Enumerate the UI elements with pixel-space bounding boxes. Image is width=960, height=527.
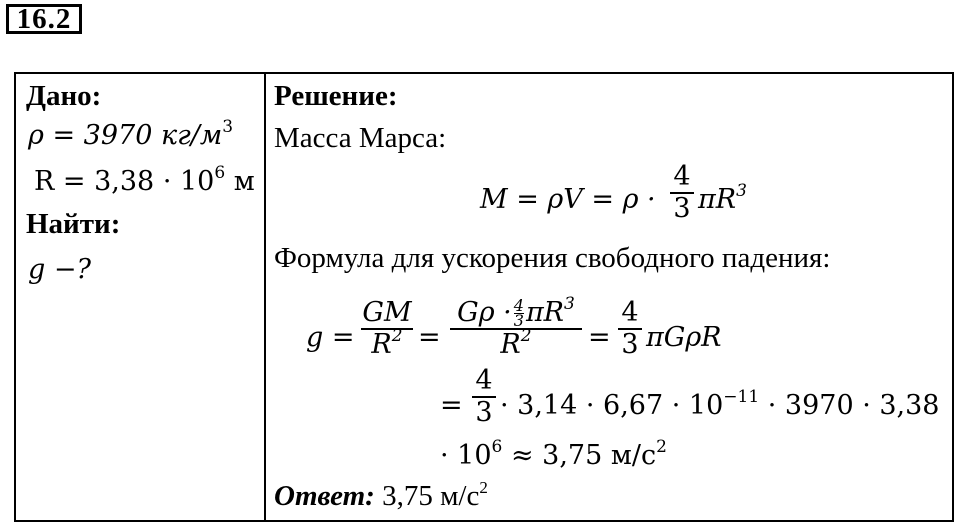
fraction-grho-num: $G\rho \cdot \frac{4}{3}\pi R^3$	[457, 294, 575, 330]
density-expr: ρ = 3970 кг/м	[28, 120, 223, 151]
find-unknown: g −?	[28, 254, 91, 285]
line2-eq: =	[440, 390, 463, 421]
radius-unit: м	[225, 166, 255, 197]
fraction-grho-den: $R^2$	[500, 326, 532, 360]
mass-pir: πR	[698, 184, 737, 215]
solution-heading: Решение:	[274, 80, 398, 112]
fraction-gm	[361, 298, 413, 360]
accel-text: Формула для ускорения свободного падения:	[274, 242, 831, 274]
find-heading: Найти:	[26, 208, 121, 240]
fraction-four-thirds: 4 3	[618, 298, 642, 360]
mass-frac-den: 3	[673, 193, 691, 224]
mass-formula-left: M = ρV = ρ ·	[480, 184, 656, 215]
column-divider	[264, 74, 266, 520]
mass-formula-right	[698, 181, 747, 216]
radius-expr: R = 3,38 · 10	[34, 166, 215, 197]
line2-fraction: 4 3	[472, 366, 496, 428]
problem-number: 16.2	[6, 4, 82, 34]
mass-fraction	[670, 162, 694, 224]
fraction-gm-den: $R^2$	[371, 326, 403, 360]
equals-1: =	[418, 322, 441, 353]
fraction-gm-num: GM	[362, 297, 412, 328]
answer-line	[274, 480, 488, 512]
result-expr: πGρR	[646, 322, 722, 353]
solution-table	[14, 72, 954, 522]
line3-expr: · $10^6 \approx 3,75$ $м/с^2$	[440, 437, 667, 471]
given-radius	[34, 163, 255, 198]
given-heading: Дано:	[26, 80, 102, 112]
fraction-grho	[450, 294, 582, 360]
line2-expr: · $3,14 \cdot 6,67 \cdot 10^{-11} \cdot 3970 \cdot 3,38$	[500, 387, 940, 421]
mass-frac-num: 4	[673, 161, 691, 192]
density-exponent: 3	[222, 117, 234, 137]
equals-2: =	[588, 322, 611, 353]
mass-exponent: 3	[736, 181, 747, 201]
answer-value: 3,75 м/с	[374, 480, 480, 512]
mass-text: Масса Марса:	[274, 122, 447, 154]
g-eq: g =	[306, 322, 355, 353]
answer-label: Ответ:	[274, 480, 375, 512]
radius-exponent: 6	[214, 163, 226, 183]
given-density	[28, 117, 234, 152]
answer-exponent: 2	[479, 478, 488, 497]
